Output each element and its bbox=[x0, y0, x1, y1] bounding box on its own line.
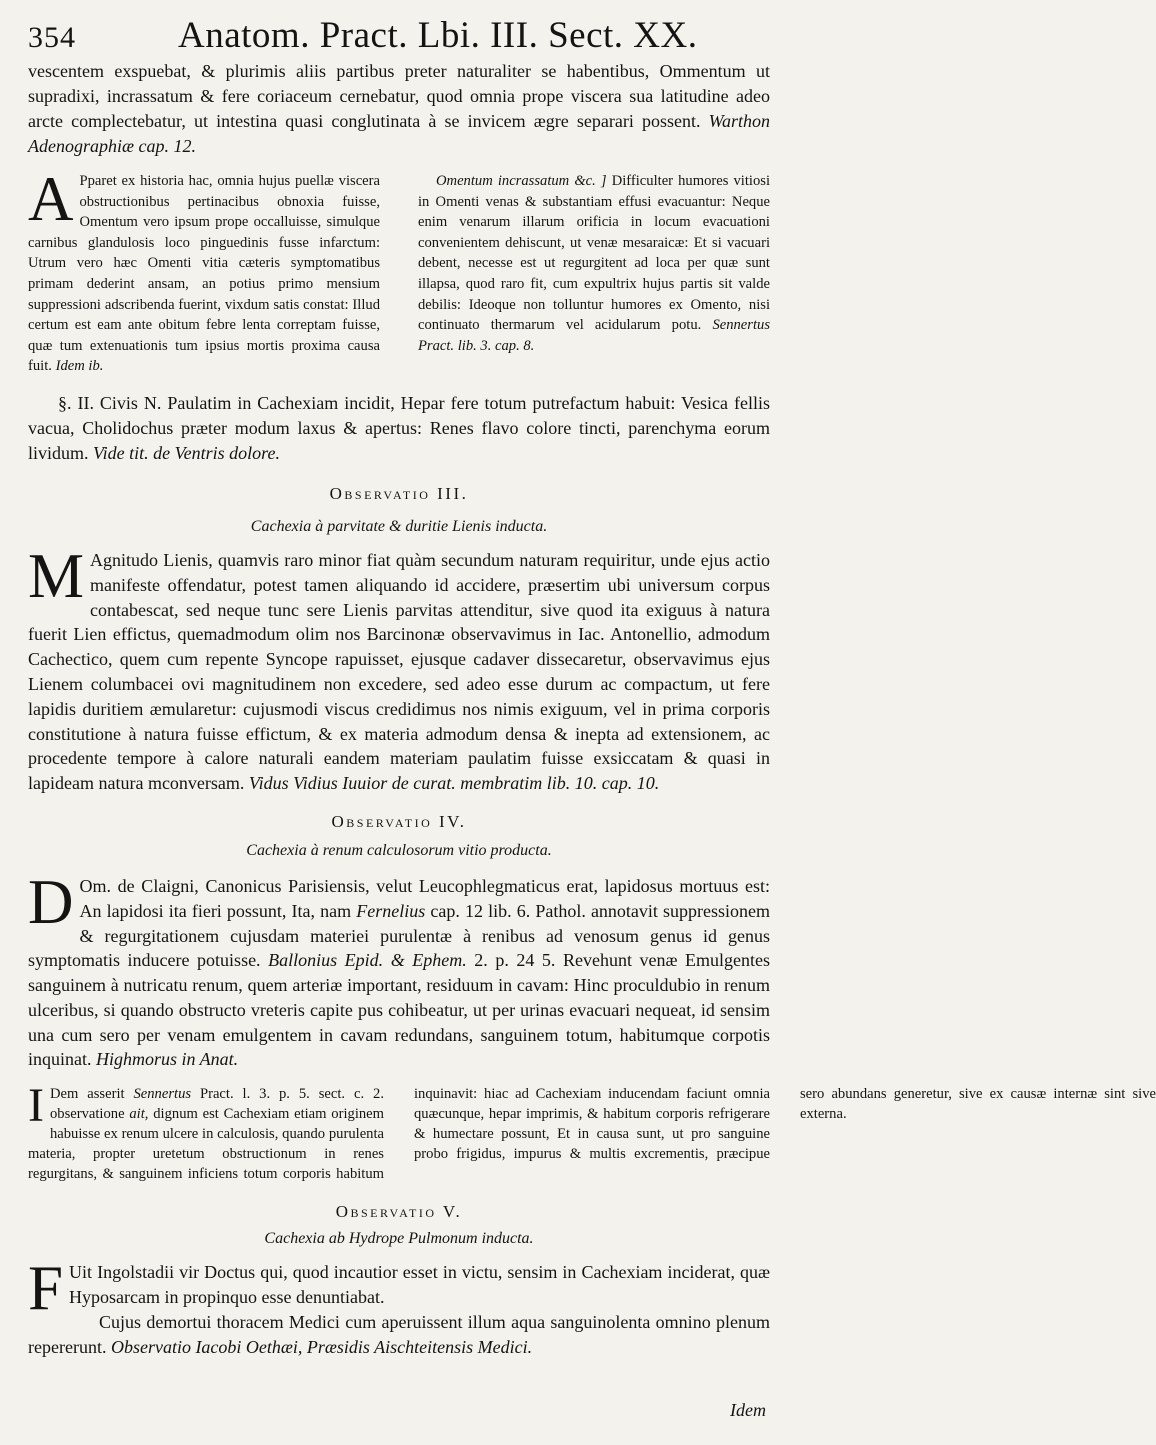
observation-heading: Observatio V. bbox=[335, 1202, 463, 1222]
author-name: Sennertus bbox=[133, 1086, 192, 1103]
right-column: Omentum incrassatum &c. ] Difficulter humores vitiosi in Omenti venas & substantiam effusi evacuantur: Neque enim venarum illarum orificia in locum evacuationi convenientem dehiscunt, ut venæ mesaraicæ: Et si vacuari debent, necesse est ut regurgitent ad loca per quæ sunt illapsa, quod raro fit, cum expultrix hujus partis sit valde debilis: Ideoque non tolluntur humores ex Omento, nisi continuato thermarum vel acidularum potu. Sennertus Pract. lib. 3. cap. 8. bbox=[418, 173, 770, 354]
quote-marker: ait, bbox=[129, 1106, 149, 1123]
two-column-block-1 bbox=[28, 164, 770, 377]
observation-subtitle: Cachexia à renum calculosorum vitio producta. bbox=[246, 841, 552, 859]
carry-over-paragraph: vescentem exspuebat, & plurimis aliis partibus preter naturaliter se habentibus, Ommentum ut supradixi, incrassatum & fere coriaceum cernebatur, quod omnia prope viscera sua latitudine adeo arcte complectebatur, ut intestina quasi conglutinata à se invicem ægre separari possent. Warthon Adenographiæ cap. 12. bbox=[28, 61, 771, 156]
observation-paragraph: D Om. de Claigni, Canonicus Parisiensis, velut Leucophlegmaticus erat, lapidosus mortuus est: An lapidosi ita fieri possunt, Ita, nam Fernelius cap. 12 lib. 6. Pathol. annotavit suppressionem & regurgitationem cujusdam materiei purulentæ à renibus ad venosum genus id genus symptomatis inducere potuisse. Ballonius Epid. & Ephem. 2. p. 24 5. Revehunt venæ Emulgentes sanguinem à nutricatu renum, quem arteriæ important, residuum in cavam: Hinc proculdubio in renum ulceribus, si quando obstructo vreteris capite pus cohibeatur, ut per urinas evacuari nequeat, id sensim una cum sero per venam emulgentem in cavam redundans, sanguinem totum, habitumque corpotis inquinat. Highmorus in Anat. bbox=[28, 866, 771, 1070]
section-paragraph: §. II. Civis N. Paulatim in Cachexiam incidit, Hepar fere totum putrefactum habuit: Vesica fellis vacua, Cholidochus præter modum laxus & apertus: Renes flavo colore tincti, parenchyma eorum lividum. Vide tit. de Ventris dolore. bbox=[28, 392, 770, 463]
citation: Warthon Adenographiæ cap. 12. bbox=[28, 111, 771, 156]
citation: Sennertus Pract. lib. 3. cap. 8. bbox=[418, 317, 770, 354]
observation-subtitle: Cachexia à parvitate & duritie Lienis inducta. bbox=[250, 517, 548, 535]
citation: Observatio Iacobi Oethæi, Præsidis Aischteitensis Medici. bbox=[110, 1337, 533, 1358]
observation-heading: Observatio III. bbox=[329, 483, 469, 503]
drop-cap: I bbox=[28, 1079, 44, 1133]
observation-paragraph-continued: Cujus demortui thoracem Medici cum aperuissent illum aqua sanguinolenta omnino plenum repererunt. Observatio Iacobi Oethæi, Præsidis Aischteitensis Medici. bbox=[28, 1312, 770, 1358]
author-name: Fernelius bbox=[356, 900, 426, 921]
observation-paragraph: M Agnitudo Lienis, quamvis raro minor fiat quàm secundum naturam requiritur, unde ejus actio manifeste offendatur, potest tamen aliquando id accidere, præsertim ubi universum corpus contabescat, sed neque tunc sere Lienis parvitas attenditur, sive quod ita exiguus à natura fuerit Lien effictus, quemadmodum olim nos Barcinonæ observavimus in Iac. Antonellio, admodum Cachectico, quem cum repente Syncope rapuisset, ejusque cadaver dissecaretur, observavimus ejus Lienem columbacei ovi magnitudinem non excedere, sed adeo esse durum ac compactum, ut fere lapidis duritiem æmularetur: cujusmodi viscus credidimus nos nimis exiguum, vel in prima corporis constitutione à natura fuisse effictum, & ex materia admodum densa & inepta ad extensionem, ac procedente tempore à calore naturali eandem materiam paulatim fuisse exsiccatam & quasi in lapideam natura mconversam. Vidus Vidius Iuuior de curat. membratim lib. 10. cap. 10. bbox=[28, 540, 770, 794]
page-number: 354 bbox=[28, 21, 76, 54]
two-column-block-2: I Dem asserit Sennertus Pract. l. 3. p. 5. sect. c. 2. observatione ait, dignum est Cachexiam etiam originem habuisse ex renum ulcere in calculosis, quando purulenta materia, propter uretetum obstructionum in renes regurgitans, & sanguinem inficiens totum corporis habitum inquinavit: hiac ad Cachexiam inducendam faciunt omnia quæcunque, hepar imprimis, & habitum corporis refrigerare & humectare possunt, Et in causa sunt, ut pro sanguine probo frigidus, impurus & multis excrementis, præcipue sero abundans generetur, sive ex causæ internæ sint sive externa. bbox=[28, 1079, 1156, 1183]
lemma: Omentum incrassatum &c. ] bbox=[436, 173, 607, 189]
citation: Idem ib. bbox=[55, 358, 104, 375]
left-column: A Pparet ex historia hac, omnia hujus puellæ viscera obstructionibus pertinacibus obnoxia fuisse, Omentum vero ipsum prope occalluisse, simulque carnibus glandulosis loco pinguedinis fusse infarctum: Utrum vero hæc Omenti vitia cæteris symptomatibus primam dederint ansam, an potius primo mensium suppressioni adscribenda fuerint, vixdum satis constat: Illud certum est eam ante obitum febre lenta correptam fuisse, quæ tum extenuationis tum ipsius mortis proxima causa fuit. Idem ib. bbox=[28, 164, 380, 375]
running-title: Anatom. Pract. Lbi. III. Sect. XX. bbox=[178, 15, 698, 56]
drop-cap: D bbox=[28, 866, 74, 937]
drop-cap: F bbox=[28, 1253, 64, 1324]
citation: Vidus Vidius Iuuior de curat. membratim lib. 10. cap. 10. bbox=[248, 773, 660, 794]
citation: Ballonius Epid. & Ephem. bbox=[268, 950, 467, 971]
observation-paragraph: F Uit Ingolstadii vir Doctus qui, quod incautior esset in victu, sensim in Cachexiam inciderat, quæ Hyposarcam in propinquo esse denuntiabat. bbox=[28, 1253, 770, 1324]
running-header bbox=[28, 14, 770, 57]
drop-cap: A bbox=[28, 164, 74, 234]
observation-subtitle: Cachexia ab Hydrope Pulmonum inducta. bbox=[264, 1230, 534, 1248]
drop-cap: M bbox=[28, 540, 85, 611]
citation: Highmorus in Anat. bbox=[96, 1049, 239, 1070]
catchword: Idem bbox=[730, 1400, 766, 1420]
observation-heading: Observatio IV. bbox=[331, 811, 467, 831]
citation: Vide tit. de Ventris dolore. bbox=[93, 442, 280, 463]
